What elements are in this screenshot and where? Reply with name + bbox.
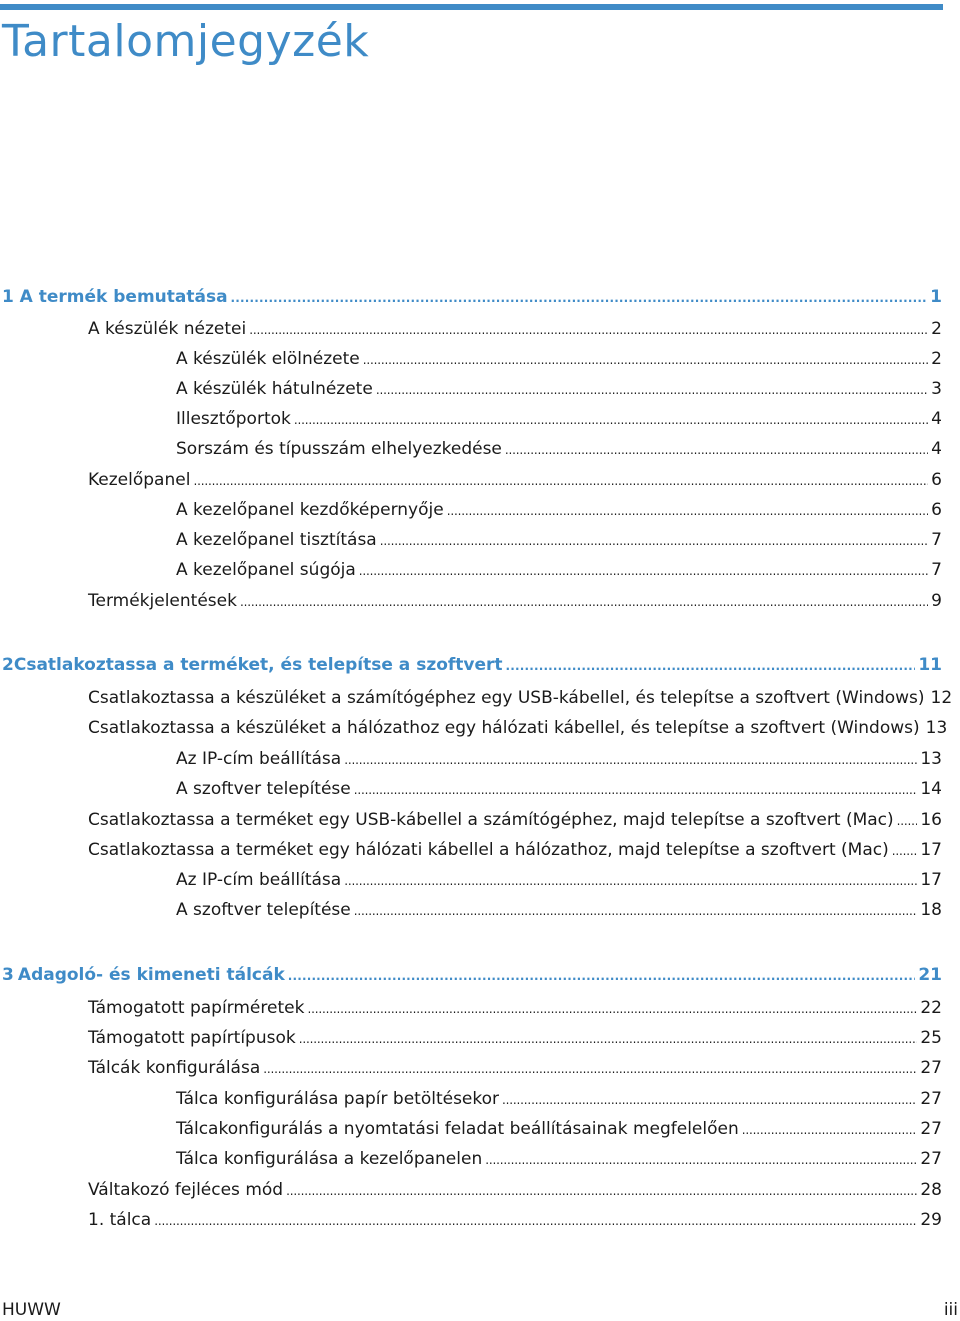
toc-entry[interactable] [176, 1118, 942, 1141]
toc-page-number: 1 [930, 287, 942, 307]
dot-leader [249, 318, 928, 341]
toc-entry-title: Tálca konfigurálása papír betöltésekor [176, 1089, 500, 1109]
toc-entry-title: A szoftver telepítése [176, 779, 351, 799]
toc-page-number: 4 [931, 439, 942, 459]
footer-page-number: iii [943, 1300, 958, 1320]
toc-entry-title: 1. tálca [88, 1210, 152, 1230]
toc-entry[interactable] [88, 997, 942, 1020]
toc-entry[interactable] [88, 1179, 942, 1202]
toc-chapter[interactable] [2, 654, 942, 677]
dot-leader [505, 438, 928, 461]
footer-left: HUWW [2, 1300, 61, 1320]
dot-leader [240, 590, 928, 613]
toc-page-number: 2 [931, 319, 942, 339]
toc-entry-title: A kezelőpanel tisztítása [176, 530, 377, 550]
dot-leader [354, 899, 918, 922]
toc-entry-title: A termék bemutatása [19, 287, 228, 307]
dot-leader [344, 869, 917, 892]
page-title: Tartalomjegyzék [2, 16, 370, 67]
toc-entry[interactable] [88, 1027, 942, 1050]
toc-page-number: 27 [920, 1058, 942, 1078]
dot-leader [502, 1088, 917, 1111]
top-rule [0, 4, 943, 10]
toc-entry-title: A szoftver telepítése [176, 900, 351, 920]
toc-entry-title: A kezelőpanel kezdőképernyője [176, 500, 444, 520]
toc-page-number: 28 [920, 1180, 942, 1200]
toc-entry-title: Kezelőpanel [88, 470, 191, 490]
dot-leader [380, 529, 928, 552]
dot-leader [354, 778, 918, 801]
toc-chapter[interactable] [2, 286, 942, 309]
dot-leader [154, 1209, 917, 1232]
toc-page-number: 4 [931, 409, 942, 429]
toc-entry[interactable] [176, 869, 942, 892]
toc-page-number: 6 [931, 500, 942, 520]
dot-leader [742, 1118, 918, 1141]
chapter-number: 3 [2, 965, 14, 985]
toc-entry[interactable] [176, 378, 942, 401]
dot-leader [485, 1148, 917, 1171]
toc-entry[interactable] [176, 899, 942, 922]
toc-page-number: 2 [931, 349, 942, 369]
toc-page-number: 3 [931, 379, 942, 399]
toc-entry-title: Csatlakoztassa a készüléket a számítógéphez egy USB-kábellel, és telepítse a szoftvert (Windows) [88, 688, 925, 708]
dot-leader [506, 654, 916, 677]
toc-page-number: 6 [931, 470, 942, 490]
toc-page-number: 22 [920, 998, 942, 1018]
dot-leader [294, 408, 928, 431]
toc-entry-title: Tálcák konfigurálása [88, 1058, 261, 1078]
dot-leader [193, 469, 928, 492]
dot-leader [447, 499, 928, 522]
dot-leader [231, 286, 928, 309]
toc-entry[interactable] [176, 1148, 942, 1171]
toc-entry-title: Termékjelentések [88, 591, 237, 611]
toc-chapter[interactable] [2, 964, 942, 987]
toc-entry-title: Az IP-cím beállítása [176, 749, 342, 769]
toc-entry[interactable] [176, 438, 942, 461]
toc-entry-title: A kezelőpanel súgója [176, 560, 356, 580]
toc-page-number: 21 [918, 965, 942, 985]
toc-page-number: 27 [920, 1119, 942, 1139]
chapter-number: 2 [2, 655, 14, 675]
dot-leader [363, 348, 928, 371]
toc-page-number: 17 [920, 840, 942, 860]
dot-leader [286, 1179, 917, 1202]
toc-page-number: 7 [931, 560, 942, 580]
toc-entry-title: Illesztőportok [176, 409, 291, 429]
toc-entry[interactable] [88, 318, 942, 341]
toc-page-number: 9 [931, 591, 942, 611]
toc-page-number: 27 [920, 1149, 942, 1169]
toc-entry[interactable] [176, 348, 942, 371]
toc-page-number: 7 [931, 530, 942, 550]
toc-page-number: 13 [920, 749, 942, 769]
toc-page-number: 14 [920, 779, 942, 799]
toc-entry[interactable] [88, 1057, 942, 1080]
toc-page-number: 27 [920, 1089, 942, 1109]
toc-entry[interactable] [88, 1209, 942, 1232]
toc-page-number: 13 [925, 718, 948, 738]
toc-entry[interactable] [88, 717, 948, 740]
toc-entry[interactable] [88, 469, 942, 492]
toc-page-number: 11 [918, 655, 942, 675]
dot-leader [299, 1027, 918, 1050]
toc-entry-title: Az IP-cím beállítása [176, 870, 342, 890]
toc-entry[interactable] [176, 748, 942, 771]
dot-leader [897, 809, 918, 832]
toc-entry-title: Sorszám és típusszám elhelyezkedése [176, 439, 502, 459]
toc-page-number: 17 [920, 870, 942, 890]
toc-entry-title: Csatlakoztassa a terméket egy hálózati kábellel a hálózathoz, majd telepítse a szoftvert (Mac) [88, 840, 889, 860]
dot-leader [376, 378, 928, 401]
toc-entry[interactable] [88, 687, 953, 710]
toc-entry[interactable] [88, 590, 942, 613]
toc-entry[interactable] [176, 1088, 942, 1111]
toc-entry-title: Csatlakoztassa a terméket, és telepítse a szoftvert [13, 655, 503, 675]
toc-entry[interactable] [176, 778, 942, 801]
toc-entry[interactable] [176, 559, 942, 582]
toc-entry-title: Tálca konfigurálása a kezelőpanelen [176, 1149, 483, 1169]
toc-page-number: 29 [920, 1210, 942, 1230]
toc-entry-title: Tálcakonfigurálás a nyomtatási feladat beállításainak megfelelően [176, 1119, 739, 1139]
toc-entry[interactable] [176, 408, 942, 431]
toc-entry[interactable] [176, 499, 942, 522]
toc-entry-title: Adagoló- és kimeneti tálcák [17, 965, 285, 985]
toc-entry-title: Támogatott papírtípusok [88, 1028, 296, 1048]
toc-entry[interactable] [88, 839, 942, 862]
chapter-number: 1 [2, 287, 14, 307]
toc-entry-title: A készülék nézetei [88, 319, 247, 339]
toc-entry-title: Váltakozó fejléces mód [88, 1180, 284, 1200]
dot-leader [359, 559, 928, 582]
toc-page-number: 18 [920, 900, 942, 920]
toc-entry-title: A készülék hátulnézete [176, 379, 373, 399]
dot-leader [344, 748, 917, 771]
toc-page-number: 16 [920, 810, 942, 830]
toc-entry-title: A készülék elölnézete [176, 349, 360, 369]
dot-leader [288, 964, 916, 987]
toc-entry[interactable] [88, 809, 942, 832]
toc-page-number: 12 [930, 688, 953, 708]
toc-entry-title: Csatlakoztassa a terméket egy USB-kábellel a számítógéphez, majd telepítse a szoftvert (Mac) [88, 810, 894, 830]
toc-entry-title: Csatlakoztassa a készüléket a hálózathoz egy hálózati kábellel, és telepítse a szoftvert (Windows) [88, 718, 920, 738]
toc-entry-title: Támogatott papírméretek [88, 998, 305, 1018]
dot-leader [892, 839, 918, 862]
toc-entry[interactable] [176, 529, 942, 552]
dot-leader [307, 997, 917, 1020]
dot-leader [263, 1057, 917, 1080]
toc-page-number: 25 [920, 1028, 942, 1048]
